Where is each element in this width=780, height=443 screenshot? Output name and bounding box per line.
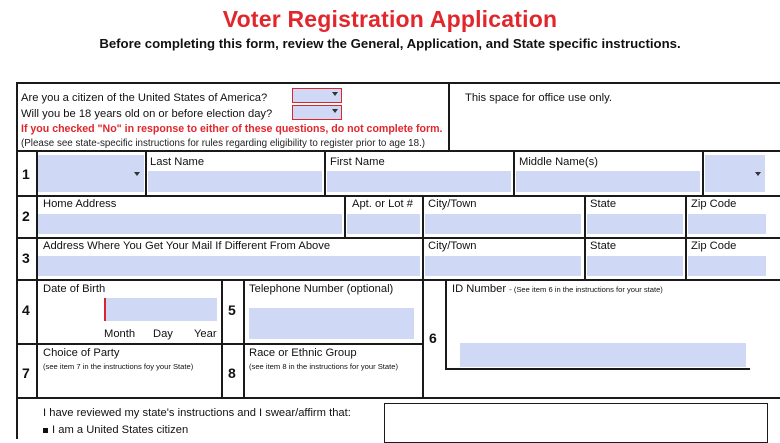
apt-label: Apt. or Lot #: [352, 198, 413, 210]
home-address-label: Home Address: [43, 198, 117, 210]
citizen-select[interactable]: [292, 88, 342, 103]
zip-field[interactable]: [688, 214, 766, 234]
dob-day-label: Day: [153, 328, 173, 340]
mail-state-label: State: [590, 240, 617, 252]
row6-col-line: [445, 279, 447, 370]
middle-name-field[interactable]: [516, 171, 700, 192]
race-field[interactable]: [246, 372, 419, 394]
citizen-affirmation-text: I am a United States citizen: [52, 424, 189, 436]
office-divider: [448, 82, 450, 150]
mail-state-field[interactable]: [587, 256, 683, 276]
dob-label: Date of Birth: [43, 283, 106, 295]
id-number-note: - (See item 6 in the instructions for your state): [509, 285, 663, 294]
row-number-3: 3: [22, 250, 30, 266]
phone-field[interactable]: [249, 308, 414, 339]
swear-statement: I have reviewed my state's instructions and I swear/affirm that:: [43, 407, 351, 419]
bullet-icon: [43, 428, 48, 433]
home-address-field[interactable]: [38, 214, 342, 234]
title-select[interactable]: [38, 155, 144, 192]
row-number-2: 2: [22, 208, 30, 224]
text-cursor: [104, 298, 106, 321]
city-field[interactable]: [425, 214, 581, 234]
id-number-field[interactable]: [460, 343, 746, 367]
frame-left-line: [16, 82, 18, 439]
mail-city-label: City/Town: [428, 240, 477, 252]
zip-label: Zip Code: [691, 198, 737, 210]
chevron-down-icon: [332, 92, 338, 96]
row1-col-line: [702, 150, 704, 195]
middle-name-label: Middle Name(s): [519, 156, 598, 168]
row-number-1: 1: [22, 166, 30, 182]
eligibility-warning: If you checked "No" in response to either of these questions, do not complete form.: [21, 123, 443, 135]
row-number-4: 4: [22, 302, 30, 318]
race-note: (see item 8 in the instructions for your State): [249, 362, 398, 371]
state-label: State: [590, 198, 617, 210]
age-question: Will you be 18 years old on or before election day?: [21, 108, 273, 120]
row-number-8: 8: [228, 365, 236, 381]
row-line: [16, 397, 780, 399]
row-line: [16, 195, 780, 197]
row-line: [16, 237, 780, 239]
age-select[interactable]: [292, 105, 342, 120]
row-number-6: 6: [429, 330, 437, 346]
citizen-question: Are you a citizen of the United States of America?: [21, 92, 268, 104]
mail-zip-label: Zip Code: [691, 240, 737, 252]
form-title: Voter Registration Application: [222, 6, 558, 32]
citizen-affirmation: [43, 424, 188, 436]
mail-address-field[interactable]: [38, 256, 420, 276]
mail-city-field[interactable]: [425, 256, 581, 276]
dob-field[interactable]: [104, 298, 217, 321]
party-note: (see item 7 in the instructions foy your State): [43, 362, 194, 371]
row1-col-line: [513, 150, 515, 195]
mail-zip-field[interactable]: [688, 256, 766, 276]
id-number-title: ID Number: [452, 283, 507, 295]
row-line: [16, 343, 423, 345]
mail-address-label: Address Where You Get Your Mail If Different From Above: [43, 240, 331, 252]
row2-col-line: [344, 195, 346, 237]
frame-top-line: [16, 82, 780, 84]
section-line: [16, 150, 780, 152]
last-name-label: Last Name: [150, 156, 205, 168]
row-line: [16, 279, 780, 281]
form-subtitle: Before completing this form, review the General, Application, and State specific instructions.: [99, 36, 681, 51]
id-underline: [445, 368, 750, 370]
dob-year-label: Year: [194, 328, 217, 340]
chevron-down-icon: [134, 172, 140, 176]
row4-col-line: [243, 279, 245, 397]
first-name-field[interactable]: [327, 171, 511, 192]
row4-col-line: [221, 279, 223, 397]
id-number-label: [452, 283, 663, 295]
last-name-field[interactable]: [148, 171, 322, 192]
chevron-down-icon: [755, 172, 761, 176]
row-number-7: 7: [22, 365, 30, 381]
dob-month-label: Month: [104, 328, 136, 340]
phone-label: Telephone Number (optional): [249, 283, 394, 295]
party-label: Choice of Party: [43, 347, 120, 359]
row1-col-line: [324, 150, 326, 195]
race-label: Race or Ethnic Group: [249, 347, 357, 359]
office-use-label: This space for office use only.: [465, 92, 612, 104]
eligibility-note: (Please see state-specific instructions for rules regarding eligibility to register prior to age 18.): [21, 138, 426, 149]
party-field[interactable]: [38, 372, 219, 394]
row-number-5: 5: [228, 302, 236, 318]
signature-box[interactable]: [384, 403, 768, 443]
row4-col-line: [422, 279, 424, 397]
state-field[interactable]: [587, 214, 683, 234]
apt-field[interactable]: [347, 214, 420, 234]
first-name-label: First Name: [330, 156, 385, 168]
chevron-down-icon: [332, 109, 338, 113]
row1-col-line: [145, 150, 147, 195]
city-label: City/Town: [428, 198, 477, 210]
suffix-select[interactable]: [705, 155, 765, 192]
